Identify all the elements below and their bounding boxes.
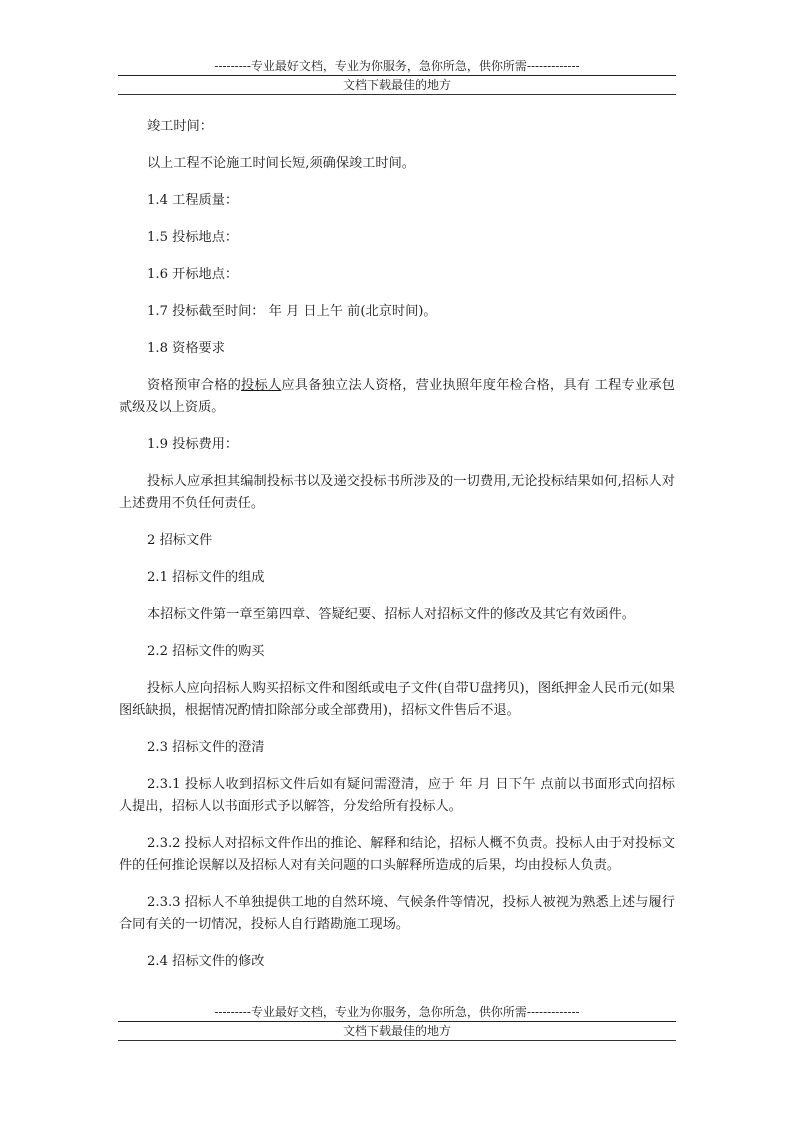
section-1-7: 1.7 投标截至时间： 年 月 日上午 前(北京时间)。 xyxy=(147,304,437,319)
header-rule xyxy=(118,75,676,76)
section-1-5: 1.5 投标地点： xyxy=(147,230,239,245)
paragraph-doc-purchase: 投标人应向招标人购买招标文件和图纸或电子文件(自带U盘拷贝)，图纸押金人民币元(如果图纸缺损，根据情况酌情扣除部分或全部费用)，招标文件售后不退。 xyxy=(119,681,675,718)
paragraph-completion-time: 竣工时间： xyxy=(147,119,213,134)
paragraph-qualification xyxy=(119,375,675,419)
qualification-text-a: 资格预审合格的 xyxy=(147,378,242,393)
section-1-4: 1.4 工程质量： xyxy=(147,193,239,208)
paragraph-completion-note: 以上工程不论施工时间长短,须确保竣工时间。 xyxy=(147,156,415,171)
qualification-text-b: 应具备独立法人资格，营业执照年度年检合格，具有 工程专业承包贰级及以上资质。 xyxy=(119,378,675,415)
section-1-9: 1.9 投标费用： xyxy=(147,437,239,452)
header-subtitle: 文档下载最佳的地方 xyxy=(342,78,451,92)
paragraph-2-3-3: 2.3.3 招标人不单独提供工地的自然环境、气候条件等情况，投标人被视为熟悉上述与履行合同有关的一切情况，投标人自行踏勘施工现场。 xyxy=(119,895,675,932)
paragraph-doc-composition: 本招标文件第一章至第四章、答疑纪要、招标人对招标文件的修改及其它有效函件。 xyxy=(147,607,635,622)
bidder-link[interactable]: 投标人 xyxy=(241,378,282,393)
footer-tagline: ---------专业最好文档，专业为你服务，急你所急，供你所需------------- xyxy=(214,1005,580,1019)
section-2-2: 2.2 招标文件的购买 xyxy=(147,644,265,659)
section-2: 2 招标文件 xyxy=(147,533,213,548)
footer-subtitle: 文档下载最佳的地方 xyxy=(342,1024,451,1038)
header-tagline: ---------专业最好文档，专业为你服务，急你所急，供你所需------------- xyxy=(214,59,580,73)
paragraph-bid-cost: 投标人应承担其编制投标书以及递交投标书所涉及的一切费用,无论投标结果如何,招标人对上述费用不负任何责任。 xyxy=(119,474,675,511)
document-body xyxy=(119,116,675,988)
footer-rule xyxy=(118,1021,676,1022)
paragraph-2-3-2: 2.3.2 投标人对招标文件作出的推论、解释和结论，招标人概不负责。投标人由于对投标文件的任何推论误解以及招标人对有关问题的口头解释所造成的后果，均由投标人负责。 xyxy=(119,836,675,873)
footer-bottom-rule xyxy=(118,1040,676,1041)
section-2-4: 2.4 招标文件的修改 xyxy=(147,954,265,969)
section-2-1: 2.1 招标文件的组成 xyxy=(147,570,265,585)
section-1-6: 1.6 开标地点： xyxy=(147,267,239,282)
header-bottom-rule xyxy=(118,94,676,95)
section-2-3: 2.3 招标文件的澄清 xyxy=(147,740,265,755)
paragraph-2-3-1: 2.3.1 投标人收到招标文件后如有疑问需澄清，应于 年 月 日下午 点前以书面形式向招标人提出，招标人以书面形式予以解答，分发给所有投标人。 xyxy=(119,777,675,814)
section-1-8: 1.8 资格要求 xyxy=(147,341,225,356)
